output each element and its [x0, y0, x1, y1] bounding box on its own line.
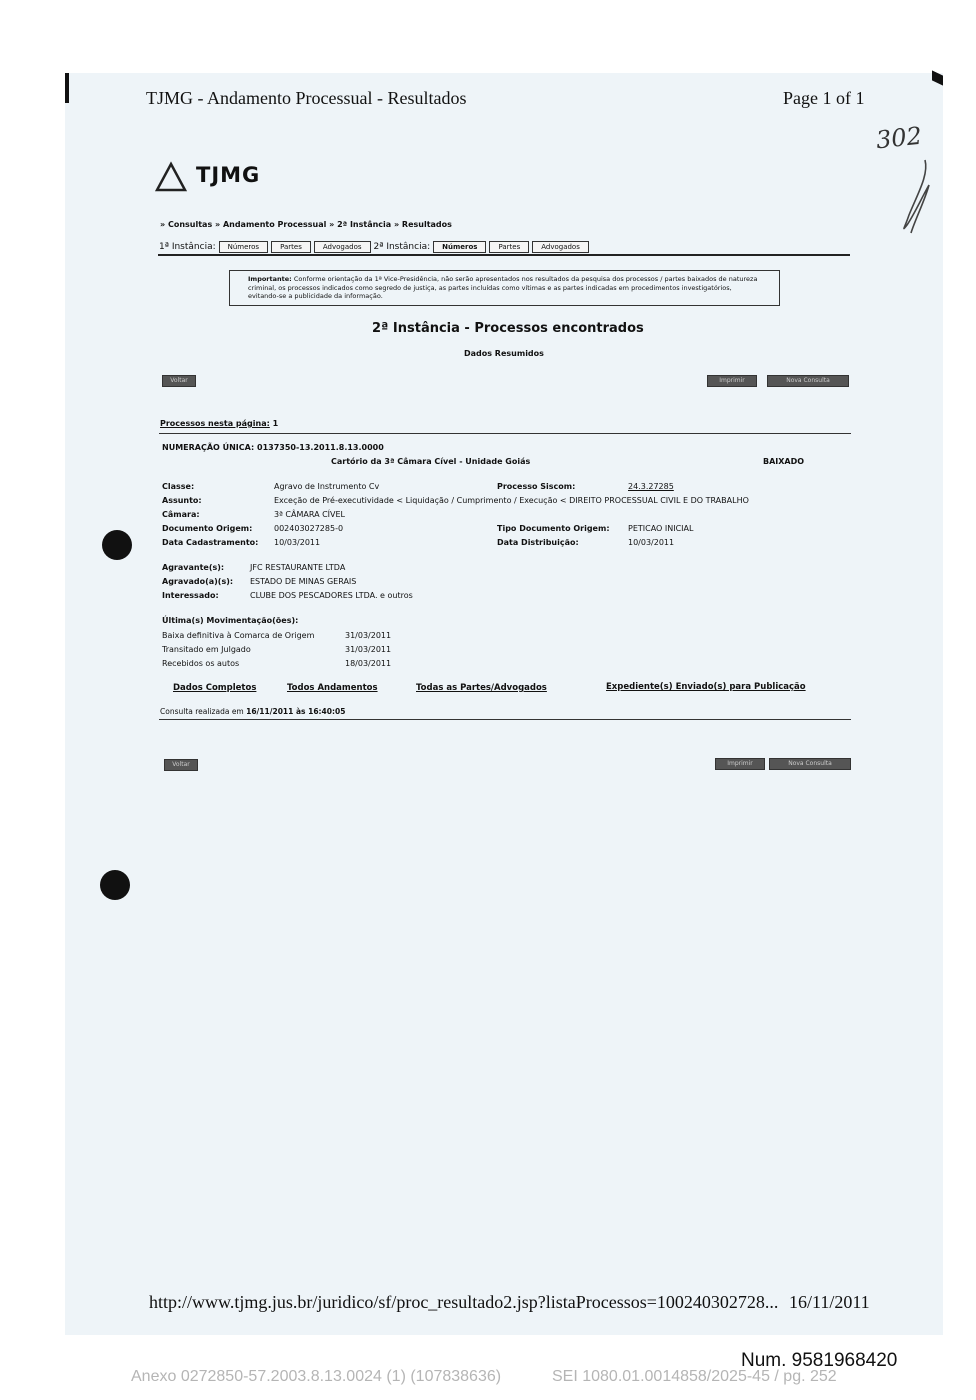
- numero-unico-label: NUMERAÇÃO ÚNICA:: [162, 443, 255, 452]
- handwritten-page-number: 302: [874, 121, 924, 155]
- consulta-timestamp: [160, 707, 345, 716]
- divider: [159, 719, 851, 720]
- tab-2-partes[interactable]: Partes: [489, 241, 529, 253]
- status-badge: BAIXADO: [763, 457, 805, 466]
- field-label-classe: Classe:: [162, 482, 195, 491]
- page-title: 2ª Instância - Processos encontrados: [372, 321, 644, 336]
- processes-count-value: 1: [272, 419, 279, 428]
- field-value-camara: 3ª CÂMARA CÍVEL: [274, 510, 346, 519]
- print-button-top[interactable]: Imprimir: [707, 375, 757, 387]
- tab-1-partes[interactable]: Partes: [271, 241, 311, 253]
- party-value-agravante: JFC RESTAURANTE LTDA: [250, 563, 346, 572]
- back-button-top[interactable]: Voltar: [162, 375, 196, 387]
- tab-2-numeros[interactable]: Números: [433, 241, 486, 253]
- annex-reference: Anexo 0272850-57.2003.8.13.0024 (1) (107838636): [131, 1368, 502, 1385]
- link-expedientes[interactable]: Expediente(s) Enviado(s) para Publicação: [606, 682, 806, 692]
- consulta-datetime: 16/11/2011 às 16:40:05: [246, 707, 346, 716]
- field-label-documento-origem: Documento Origem:: [162, 524, 253, 533]
- party-label-interessado: Interessado:: [162, 591, 219, 600]
- processes-count: [160, 419, 278, 428]
- movement-desc: Recebidos os autos: [162, 659, 240, 668]
- link-todas-partes[interactable]: Todas as Partes/Advogados: [416, 683, 547, 693]
- party-label-agravante: Agravante(s):: [162, 563, 225, 572]
- sei-reference: SEI 1080.01.0014858/2025-45 / pg. 252: [552, 1368, 837, 1385]
- tab-1-advogados[interactable]: Advogados: [314, 241, 371, 253]
- consulta-prefix: Consulta realizada em: [160, 707, 244, 716]
- scanned-page: [65, 73, 943, 1335]
- notice-bold: Importante:: [248, 275, 292, 283]
- new-search-button-top[interactable]: Nova Consulta: [767, 375, 849, 387]
- processes-count-label: Processos nesta página:: [160, 419, 270, 428]
- first-instance-label: 1ª Instância:: [159, 242, 216, 252]
- field-label-processo-siscom: Processo Siscom:: [497, 482, 576, 491]
- tab-1-numeros[interactable]: Números: [219, 241, 268, 253]
- document-number: Num. 9581968420: [741, 1350, 898, 1371]
- field-label-camara: Câmara:: [162, 510, 200, 519]
- field-label-assunto: Assunto:: [162, 496, 202, 505]
- tab-2-advogados[interactable]: Advogados: [532, 241, 589, 253]
- field-label-data-distribuicao: Data Distribuição:: [497, 538, 579, 547]
- print-header-title: TJMG - Andamento Processual - Resultados: [146, 88, 467, 108]
- print-footer-date: 16/11/2011: [789, 1292, 870, 1312]
- second-instance-label: 2ª Instância:: [373, 242, 431, 252]
- party-value-interessado: CLUBE DOS PESCADORES LTDA. e outros: [250, 591, 413, 600]
- field-label-data-cadastramento: Data Cadastramento:: [162, 538, 259, 547]
- processo-siscom-link[interactable]: 24.3.27285: [628, 482, 674, 491]
- cartorio: Cartório da 3ª Câmara Cível - Unidade Goiás: [331, 457, 531, 466]
- field-value-tipo-documento: PETICAO INICIAL: [628, 524, 694, 533]
- movement-desc: Transitado em Julgado: [162, 645, 251, 654]
- field-value-data-cadastramento: 10/03/2011: [274, 538, 321, 547]
- field-value-assunto: Exceção de Pré-executividade < Liquidação / Cumprimento / Execução < DIREITO PROCESSUAL CIVIL E DO TRABALHO: [274, 496, 749, 505]
- print-footer-url: http://www.tjmg.jus.br/juridico/sf/proc_resultado2.jsp?listaProcessos=100240302728...: [149, 1292, 779, 1312]
- movement-date: 31/03/2011: [345, 631, 392, 640]
- back-button-bottom[interactable]: Voltar: [164, 759, 198, 771]
- link-todos-andamentos[interactable]: Todos Andamentos: [287, 683, 378, 693]
- field-value-classe: Agravo de Instrumento Cv: [274, 482, 380, 491]
- divider: [159, 433, 851, 434]
- new-search-button-bottom[interactable]: Nova Consulta: [769, 758, 851, 770]
- numero-unico-value: 0137350-13.2011.8.13.0000: [257, 443, 384, 452]
- important-notice: [229, 270, 780, 306]
- breadcrumb: » Consultas » Andamento Processual » 2ª Instância » Resultados: [160, 220, 452, 229]
- movements-title: Última(s) Movimentação(ões):: [162, 616, 299, 625]
- field-value-documento-origem: 002403027285-0: [274, 524, 344, 533]
- punch-hole: [100, 870, 130, 900]
- link-dados-completos[interactable]: Dados Completos: [173, 683, 257, 693]
- field-label-tipo-documento: Tipo Documento Origem:: [497, 524, 610, 533]
- tjmg-logo-text: TJMG: [196, 163, 261, 187]
- party-value-agravado: ESTADO DE MINAS GERAIS: [250, 577, 357, 586]
- print-header-page: Page 1 of 1: [783, 88, 865, 108]
- notice-text: Conforme orientação da 1ª Vice-Presidência, não serão apresentados nos resultados da pesquisa dos processos / partes baixados de natureza criminal, os processos indicados como segredo de justiça, as partes incluídas como vítimas e as partes indicadas em procedimentos investigatórios, evitando-se a publicidade da informação.: [248, 275, 758, 300]
- tabs-divider: [158, 254, 850, 256]
- movement-desc: Baixa definitiva à Comarca de Origem: [162, 631, 315, 640]
- punch-hole: [102, 530, 132, 560]
- numero-unico: [162, 443, 384, 452]
- print-button-bottom[interactable]: Imprimir: [715, 758, 765, 770]
- movement-date: 31/03/2011: [345, 645, 392, 654]
- movement-date: 18/03/2011: [345, 659, 392, 668]
- scan-edge-mark: [65, 73, 69, 103]
- instance-tabs: [159, 241, 589, 253]
- handwritten-signature: [895, 155, 935, 235]
- party-label-agravado: Agravado(a)(s):: [162, 577, 234, 586]
- page-subtitle: Dados Resumidos: [464, 349, 544, 358]
- field-value-data-distribuicao: 10/03/2011: [628, 538, 675, 547]
